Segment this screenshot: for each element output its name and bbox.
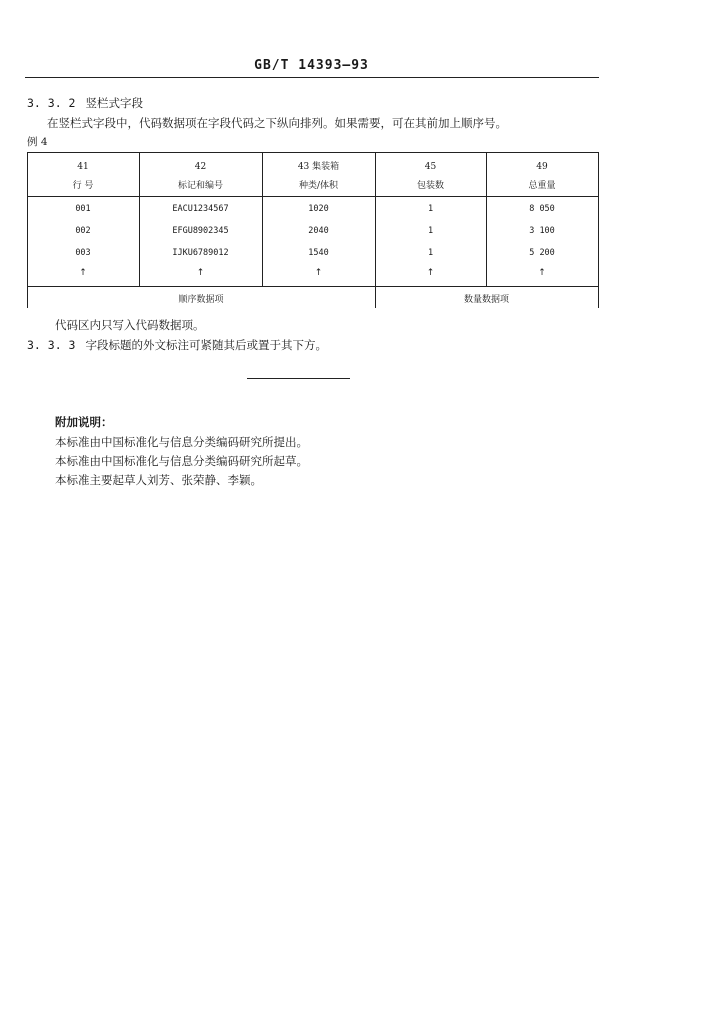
separator-rule (247, 378, 350, 379)
up-arrow-icon: ↑ (426, 268, 435, 278)
table-col-rule (486, 152, 487, 286)
column-name: 行 号 (72, 181, 94, 191)
table-cell: 2040 (308, 226, 329, 236)
up-arrow-icon: ↑ (79, 268, 87, 278)
section-3-3-2-paragraph: 在竖栏式字段中，代码数据项在字段代码之下纵向排列。如果需要，可在其前加上顺序号。 (47, 116, 507, 130)
table-cell: EFGU8902345 (172, 226, 229, 236)
column-name: 总重量 (528, 181, 556, 191)
column-code: 41 (77, 162, 89, 172)
column-code: 49 (536, 162, 548, 172)
after-table-note: 代码区内只写入代码数据项。 (55, 318, 205, 332)
table-cell: 3 100 (529, 226, 555, 236)
table-col-rule (262, 152, 263, 286)
standard-code: GB/T 14393—93 (254, 58, 369, 73)
table-cell: EACU1234567 (172, 204, 229, 214)
example-label: 例 4 (27, 136, 48, 148)
table-cell: 1 (427, 204, 434, 214)
table-cell: 8 050 (529, 204, 555, 214)
table-cell: IJKU6789012 (172, 248, 229, 258)
notes-line: 本标准主要起草人刘芳、张荣静、李颖。 (55, 473, 262, 487)
table-cell: 002 (75, 226, 91, 236)
section-number: 3. 3. 3 (27, 338, 76, 352)
column-name: 标记和编号 (177, 181, 223, 191)
header-rule (25, 77, 599, 78)
table-cell: 001 (75, 204, 91, 214)
column-code: 43 集装箱 (297, 162, 340, 172)
table-cell: 1540 (308, 248, 329, 258)
table-cell: 5 200 (529, 248, 555, 258)
column-code: 42 (194, 162, 207, 172)
column-name: 包装数 (416, 181, 444, 191)
notes-line: 本标准由中国标准化与信息分类编码研究所起草。 (55, 454, 308, 468)
section-text: 字段标题的外文标注可紧随其后或置于其下方。 (85, 338, 327, 352)
up-arrow-icon: ↑ (196, 268, 205, 278)
table-col-rule (139, 152, 140, 286)
up-arrow-icon: ↑ (538, 268, 546, 278)
section-number: 3. 3. 2 (27, 96, 76, 110)
column-name: 种类/体积 (298, 181, 339, 191)
table-header-rule (27, 196, 598, 197)
notes-title: 附加说明： (55, 415, 113, 429)
group-label-sequence: 顺序数据项 (178, 295, 224, 305)
table-cell: 003 (75, 248, 91, 258)
column-code: 45 (424, 162, 437, 172)
section-title: 竖栏式字段 (85, 96, 143, 110)
table-group-rule (27, 286, 598, 287)
group-label-quantity: 数量数据项 (463, 295, 509, 305)
up-arrow-icon: ↑ (314, 268, 323, 278)
table-right-rule (598, 152, 599, 308)
table-cell: 1020 (308, 204, 329, 214)
section-3-3-2-heading (27, 95, 143, 111)
table-top-rule (27, 152, 598, 153)
notes-line: 本标准由中国标准化与信息分类编码研究所提出。 (55, 435, 308, 449)
example-table (27, 152, 598, 308)
table-cell: 1 (427, 248, 434, 258)
table-cell: 1 (427, 226, 434, 236)
section-3-3-3 (27, 337, 327, 353)
